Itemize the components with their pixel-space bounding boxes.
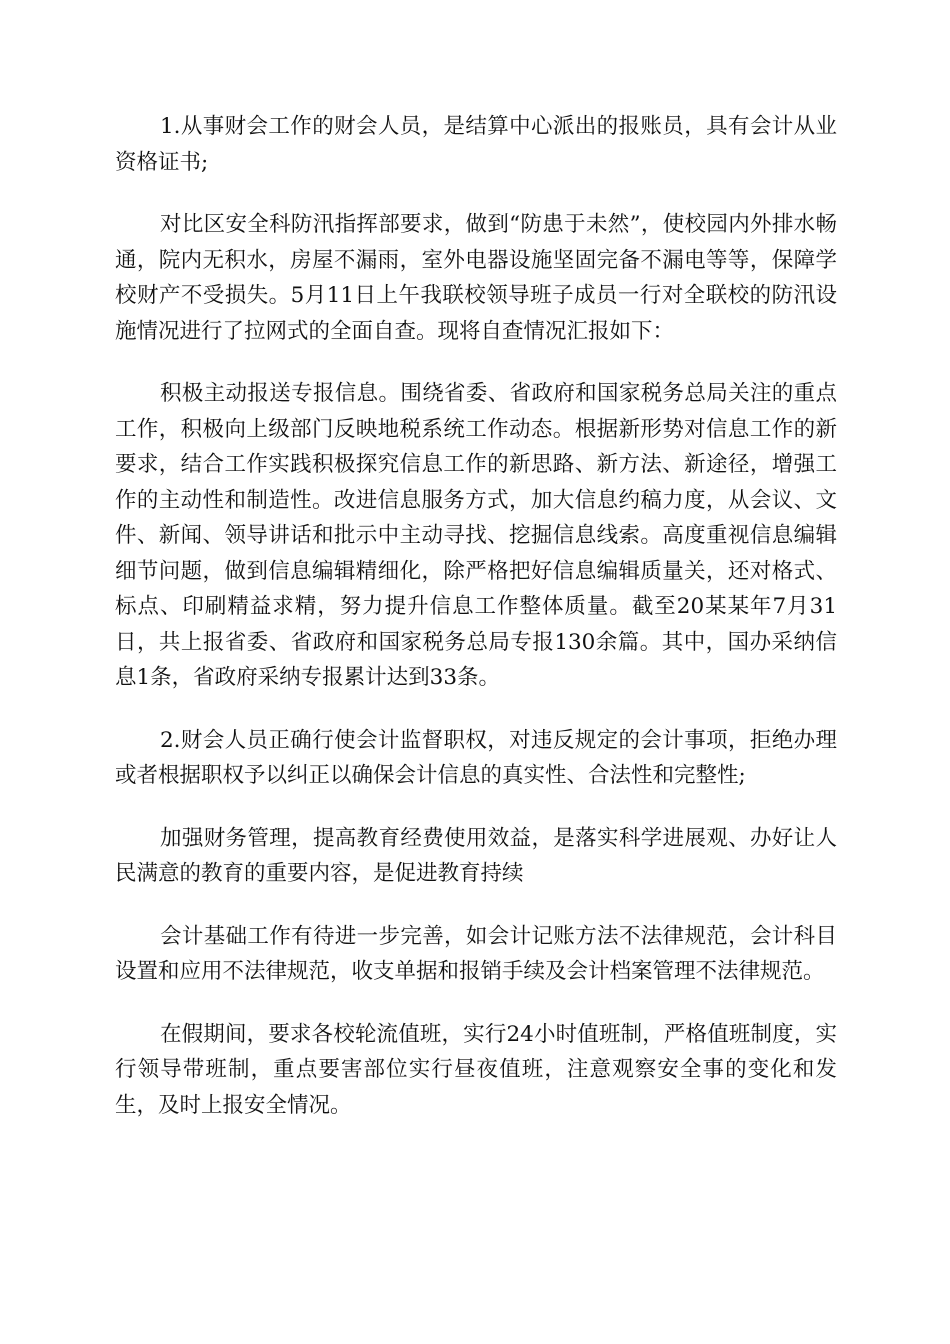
paragraph-7: 在假期间，要求各校轮流值班，实行24小时值班制，严格值班制度，实行领导带班制，重点要害部位实行昼夜值班，注意观察安全事的变化和发生，及时上报安全情况。 — [115, 1021, 837, 1118]
paragraph-4: 2.财会人员正确行使会计监督职权，对违反规定的会计事项，拒绝办理或者根据职权予以纠正以确保会计信息的真实性、合法性和完整性; — [115, 727, 837, 788]
paragraph-2: 对比区安全科防汛指挥部要求，做到“防患于未然”，使校园内外排水畅通，院内无积水，房屋不漏雨，室外电器设施坚固完备不漏电等等，保障学校财产不受损失。5月11日上午我联校领导班子成员一行对全联校的防汛设施情况进行了拉网式的全面自查。现将自查情况汇报如下： — [115, 212, 837, 344]
paragraph-3: 积极主动报送专报信息。围绕省委、省政府和国家税务总局关注的重点工作，积极向上级部门反映地税系统工作动态。根据新形势对信息工作的新要求，结合工作实践积极探究信息工作的新思路、新方法、新途径，增强工作的主动性和制造性。改进信息服务方式，加大信息约稿力度，从会议、文件、新闻、领导讲话和批示中主动寻找、挖掘信息线索。高度重视信息编辑细节问题，做到信息编辑精细化，除严格把好信息编辑质量关，还对格式、标点、印刷精益求精，努力提升信息工作整体质量。截至20某某年7月31日，共上报省委、省政府和国家税务总局专报130余篇。其中，国办采纳信息1条，省政府采纳专报累计达到33条。 — [115, 381, 837, 690]
document-body — [115, 109, 837, 1150]
paragraph-6: 会计基础工作有待进一步完善，如会计记账方法不法律规范，会计科目设置和应用不法律规范，收支单据和报销手续及会计档案管理不法律规范。 — [115, 923, 837, 984]
paragraph-1: 1.从事财会工作的财会人员，是结算中心派出的报账员，具有会计从业资格证书; — [115, 114, 837, 175]
paragraph-5: 加强财务管理，提高教育经费使用效益，是落实科学进展观、办好让人民满意的教育的重要内容，是促进教育持续 — [115, 825, 837, 886]
